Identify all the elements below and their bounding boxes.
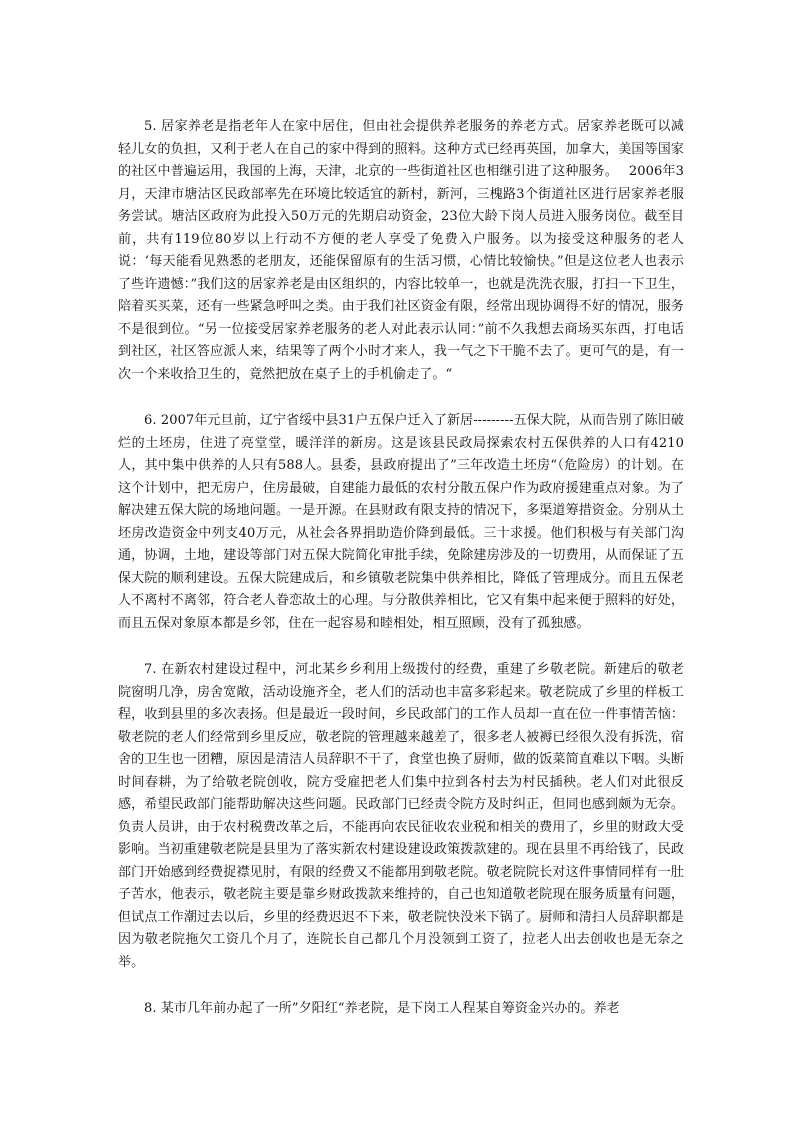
paragraph-6: 6. 2007年元旦前，辽宁省绥中县31户五保户迁入了新居---------五保大院，从而告别了陈旧破烂的土坯房，住进了亮堂堂，暖洋洋的新房。这是该县民政局探索农村五保供养的人口有4210人，其中集中供养的人只有588人。县委，县政府提出了”三年改造土坯房“（危险房）的计划。在这个计划中，把无房户，住房最破，自建能力最低的农村分散五保户作为政府援建重点对象。为了解决建五保大院的场地问题。一是开源。在县财政有限支持的情况下，多渠道筹措资金。分别从土坯房改造资金中列支40万元，从社会各界捐助造价降到最低。三十求援。他们积极与有关部门沟通，协调，土地，建设等部门对五保大院简化审批手续，免除建房涉及的一切费用，从而保证了五保大院的顺利建设。五保大院建成后，和乡镇敬老院集中供养相比，降低了管理成分。而且五保老人不离村不离邻，符合老人眷恋故土的心理。与分散供养相比，它又有集中起来便于照料的好处，而且五保对象原本都是乡邻，住在一起容易和睦相处，相互照顾，没有了孤独感。 — [118, 413, 684, 631]
paragraph-7: 7. 在新农村建设过程中，河北某乡乡利用上级拨付的经费，重建了乡敬老院。新建后的敬老院窗明几净，房舍宽敞，活动设施齐全，老人们的活动也丰富多彩起来。敬老院成了乡里的样板工程，收到县里的多次表扬。但是最近一段时间，乡民政部门的工作人员却一直在位一件事情苦恼：敬老院的老人们经常到乡里反应，敬老院的管理越来越差了，很多老人被褥已经很久没有拆洗，宿舍的卫生也一团糟，原因是清洁人员辞职不干了，食堂也换了厨师，做的饭菜简直难以下咽。头断时间春耕，为了给敬老院创收，院方受雇把老人们集中拉到各村去为村民插秧。老人们对此很反感，希望民政部门能帮助解决这些问题。民政部门已经责令院方及时纠正，但同也感到颇为无奈。负责人员讲，由于农村税费改革之后，不能再向农民征收农业税和相关的费用了，乡里的财政大受影响。当初重建敬老院是县里为了落实新农村建设建设政策拨款建的。现在县里不再给钱了，民政部门开始感到经费捉襟见肘，有限的经费又不能都用到敬老院。敬老院院长对这件事情同样有一肚子苦水，他表示，敬老院主要是靠乡财政拨款来维持的，自己也知道敬老院现在服务质量有问题，但试点工作潮过去以后，乡里的经费迟迟不下来，敬老院快没米下锅了。厨师和清扫人员辞职都是因为敬老院拖欠工资几个月了，连院长自己都几个月没领到工资了，拉老人出去创收也是无奈之举。 — [118, 662, 684, 970]
document-page — [118, 116, 684, 1021]
paragraph-5: 5. 居家养老是指老年人在家中居住，但由社会提供养老服务的养老方式。居家养老既可以减轻儿女的负担，又利于老人在自己的家中得到的照料。这种方式已经再英国，加拿大，美国等国家的社区中普遍运用，我国的上海，天津，北京的一些街道社区也相继引进了这种服务。 2006年3月，天津市塘沽区民政部率先在环境比较适宜的新村，新河，三槐路3个街道社区进行居家养老服务尝试。塘沽区政府为此投入50万元的先期启动资金，23位大龄下岗人员进入服务岗位。截至目前，共有119位80岁以上行动不方便的老人享受了免费入户服务。以为接受这种服务的老人说：‘每天能看见熟悉的老朋友，还能保留原有的生活习惯，心情比较愉快。”但是这位老人也表示了些许遗憾：”我们这的居家养老是由区组织的，内容比较单一，也就是洗洗衣服，打扫一下卫生，陪着买买菜，还有一些紧急呼叫之类。由于我们社区资金有限，经常出现协调得不好的情况，服务不是很到位。“另一位接受居家养老服务的老人对此表示认同：”前不久我想去商场买东西，打电话到社区，社区答应派人来，结果等了两个小时才来人，我一气之下干脆不去了。更可气的是，有一次一个来收拾卫生的，竟然把放在桌子上的手机偷走了。“ — [118, 119, 684, 382]
paragraph-8: 8. 某市几年前办起了一所”夕阳红“养老院，是下岗工人程某自筹资金兴办的。养老 — [144, 1001, 620, 1016]
